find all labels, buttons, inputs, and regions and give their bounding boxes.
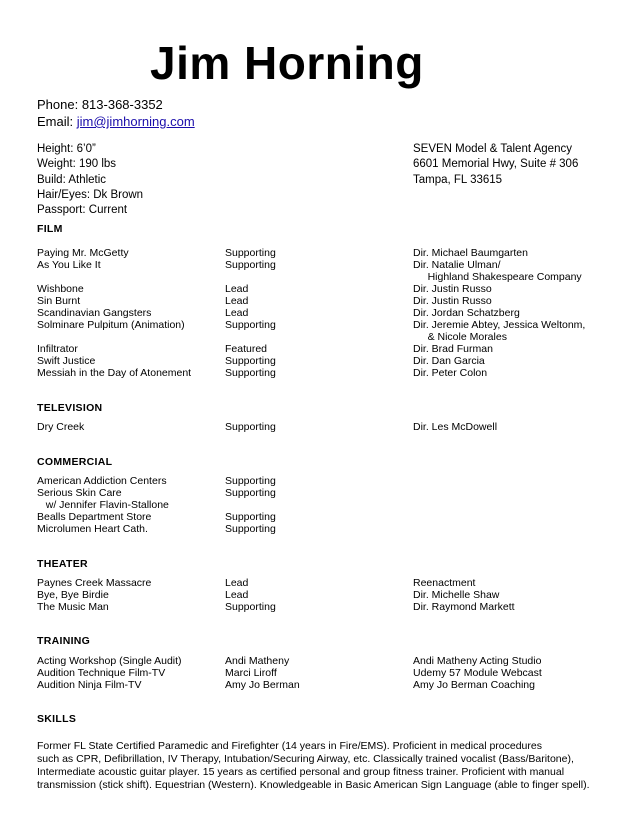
stat-line: Passport: Current [37,204,128,217]
credit-title: Sin Burnt [37,295,81,307]
credit-title: Messiah in the Day of Atonement [37,367,192,379]
skills-line: such as CPR, Defibrillation, IV Therapy, Intubation/Securing Airway, etc. Classically trained vocalist (Bass/Baritone), [37,753,574,765]
credit-title: Scandinavian Gangsters [37,307,152,319]
credit-role: Lead [225,295,249,307]
stat-line: Hair/Eyes: Dk Brown [37,188,144,201]
agency-line: 6601 Memorial Hwy, Suite # 306 [413,158,579,171]
stat-line: Height: 6’0” [37,143,96,155]
credit-director: Dir. Dan Garcia [413,355,485,367]
credit-director: Highland Shakespeare Company [413,271,582,283]
section-title-commercial: COMMERCIAL [37,456,113,468]
credit-role: Supporting [225,523,276,535]
credit-title: Swift Justice [37,355,96,367]
theater-row [0,601,638,614]
credit-title: Audition Technique Film-TV [37,667,166,679]
credit-director: Dir. Jordan Schatzberg [413,307,520,319]
credit-director: Dir. Natalie Ulman/ [413,259,501,271]
credit-title: American Addiction Centers [37,475,167,487]
credit-director: Dir. Justin Russo [413,295,492,307]
credit-title: Acting Workshop (Single Audit) [37,655,182,667]
credit-role: Supporting [225,487,276,499]
credit-title: As You Like It [37,259,101,271]
page-title: Jim Horning [150,37,424,89]
credit-role: Supporting [225,421,276,433]
credit-title: The Music Man [37,601,109,613]
credit-role: Supporting [225,367,276,379]
credit-title: Serious Skin Care [37,487,122,499]
credit-title: Microlumen Heart Cath. [37,523,148,535]
credit-title: Paying Mr. McGetty [37,247,129,259]
skills-line: transmission (stick shift). Equestrian (Western). Knowledgeable in Basic American Sign Language (able to finger spell). [37,779,590,791]
stat-line: Build: Athletic [37,173,107,186]
credit-role: Supporting [225,247,276,259]
credit-title: Bealls Department Store [37,511,152,523]
credit-role: Supporting [225,511,276,523]
credit-title: Infiltrator [37,343,78,355]
credit-role: Andi Matheny [225,655,290,667]
credit-role: Featured [225,343,268,355]
credit-director: Dir. Justin Russo [413,283,492,295]
credit-role: Lead [225,589,249,601]
credit-title: Audition Ninja Film-TV [37,679,142,691]
film-row [0,367,638,380]
skills-paragraph [37,740,607,792]
stat-line: Weight: 190 lbs [37,158,117,171]
credit-director: Dir. Les McDowell [413,421,498,433]
credit-director: Dir. Peter Colon [413,367,488,379]
skills-line: Former FL State Certified Paramedic and Firefighter (14 years in Fire/EMS). Proficient in medical procedures [37,740,542,752]
credit-director: & Nicole Morales [413,331,507,343]
credit-role: Lead [225,283,249,295]
credit-role: Lead [225,307,249,319]
credit-role: Amy Jo Berman [225,679,300,691]
email-line [37,114,195,129]
credit-director: Amy Jo Berman Coaching [413,679,535,691]
commercial-row [0,523,638,536]
credit-title: Paynes Creek Massacre [37,577,152,589]
credit-director: Andi Matheny Acting Studio [413,655,542,667]
phone-number: Phone: 813-368-3352 [37,97,163,112]
credit-role: Marci Liroff [225,667,277,679]
credit-director: Udemy 57 Module Webcast [413,667,542,679]
credit-title: Dry Creek [37,421,85,433]
credit-role: Supporting [225,475,276,487]
credit-role: Supporting [225,355,276,367]
credit-role: Lead [225,577,249,589]
credit-director: Dir. Michelle Shaw [413,589,500,601]
credit-role: Supporting [225,601,276,613]
section-title-television: TELEVISION [37,402,103,414]
credit-director: Reenactment [413,577,476,589]
email-link[interactable]: jim@jimhorning.com [76,114,195,129]
credit-title: Solminare Pulpitum (Animation) [37,319,185,331]
email-label: Email: [37,114,77,129]
credit-director: Dir. Brad Furman [413,343,493,355]
credit-title: w/ Jennifer Flavin-Stallone [37,499,169,511]
credit-director: Dir. Jeremie Abtey, Jessica Weltonm, [413,319,586,331]
section-title-training: TRAINING [37,635,91,647]
section-title-film: FILM [37,223,63,235]
television-row [0,421,638,434]
credit-title: Wishbone [37,283,84,295]
section-title-theater: THEATER [37,558,88,570]
credit-role: Supporting [225,319,276,331]
agency-line: SEVEN Model & Talent Agency [413,143,572,155]
agency-line: Tampa, FL 33615 [413,173,503,186]
section-title-skills: SKILLS [37,713,77,725]
credit-director: Dir. Michael Baumgarten [413,247,528,259]
credit-role: Supporting [225,259,276,271]
skills-line: Intermediate acoustic guitar player. 15 years as certified personal and group fitness trainer. Proficient with manual [37,766,565,778]
training-row [0,679,638,692]
credit-title: Bye, Bye Birdie [37,589,109,601]
credit-director: Dir. Raymond Markett [413,601,515,613]
